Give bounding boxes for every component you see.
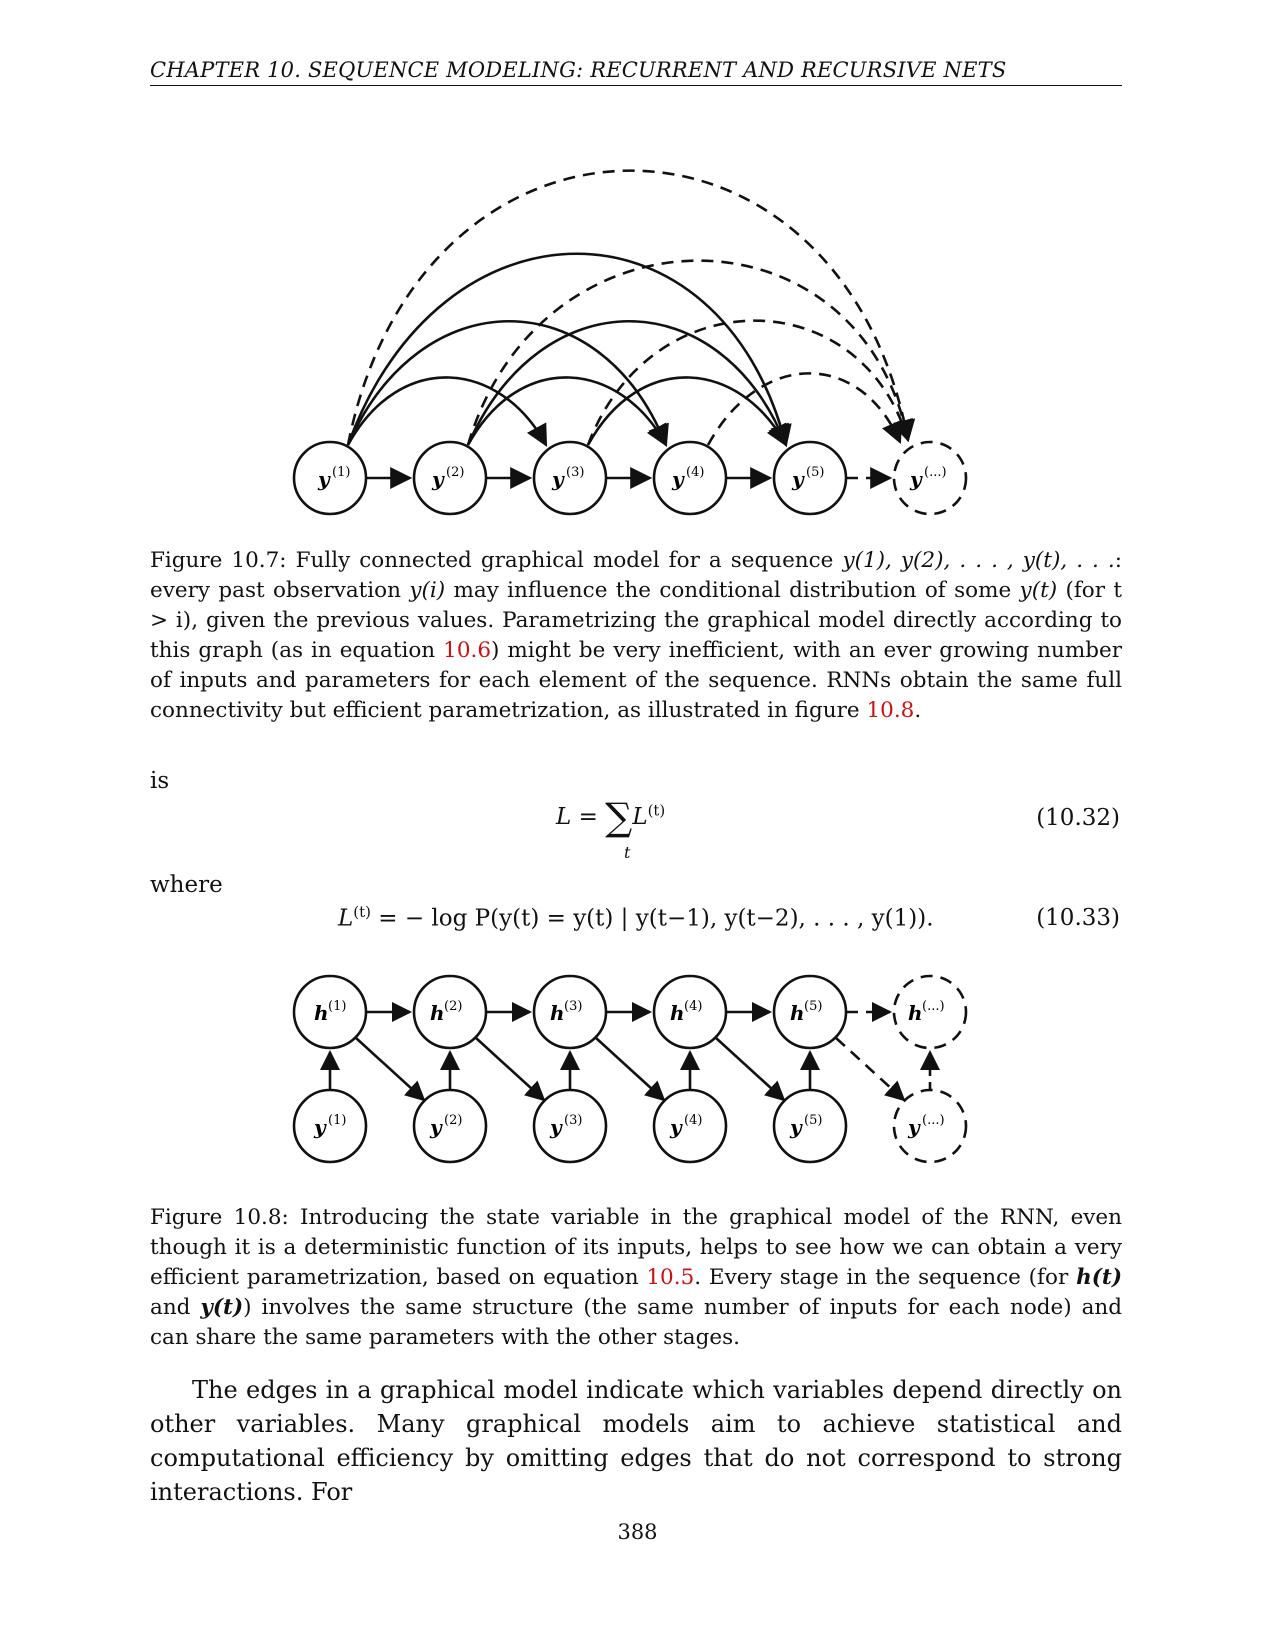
where-text: where xyxy=(150,872,223,898)
node-y1-base: y xyxy=(318,467,330,491)
eq-10-32-sup: (t) xyxy=(647,801,666,820)
node-hdots xyxy=(894,976,966,1048)
node-y5 xyxy=(774,442,846,514)
caption-10-7-seq: y(1), y(2), . . . , y(t), . . . xyxy=(842,548,1115,573)
node-y2 xyxy=(414,442,486,514)
node-h4-sup: (4) xyxy=(684,999,703,1014)
node-y1-sup: (1) xyxy=(332,465,351,480)
caption-10-8-t4: ) involves the same structure (the same number of inputs for each node) and can share the same parameters with the other stages. xyxy=(150,1295,1123,1350)
eq-ref-10-5[interactable]: 10.5 xyxy=(646,1265,695,1290)
edge-y2-ydots xyxy=(468,261,908,445)
caption-10-7-t1: Fully connected graphical model for a sequence xyxy=(286,548,843,573)
caption-10-8-t1: Introducing the state variable in the graphical model of the RNN, even though it is a deterministic function of its inputs, helps to see how we can obtain a very efficient parametrization, based on equation xyxy=(150,1205,1123,1290)
node-y4 xyxy=(654,442,726,514)
node-ydotsb-base: y xyxy=(908,1115,920,1139)
node-y2b-base: y xyxy=(430,1115,442,1139)
node-y2-sup: (2) xyxy=(446,465,465,480)
caption-10-7-yt: y(t) xyxy=(1019,578,1058,603)
node-y4-sup: (4) xyxy=(686,465,705,480)
node-hdots-sup: (...) xyxy=(922,999,945,1014)
page-number: 388 xyxy=(617,1520,658,1544)
eq-10-32-sub: t xyxy=(624,843,631,862)
edge-y3-y5 xyxy=(588,377,786,445)
node-h5 xyxy=(774,976,846,1048)
caption-10-8-label: Figure 10.8: xyxy=(150,1205,289,1230)
caption-10-8-h: h(t) xyxy=(1076,1265,1122,1290)
node-h1-base: h xyxy=(314,1001,329,1025)
is-text: is xyxy=(150,768,170,794)
caption-10-7-t4: (for t > i), given the previous values. Parametrizing the graphical model directly according to this graph (as in equation xyxy=(150,578,1123,663)
edge-h5-ydots xyxy=(836,1038,904,1100)
node-y1b xyxy=(294,1090,366,1162)
caption-10-7-t3: may influence the conditional distribution of some xyxy=(445,578,1020,603)
node-y4b-sup: (4) xyxy=(684,1113,703,1128)
node-y2-base: y xyxy=(432,467,444,491)
caption-10-8-t3: and xyxy=(150,1295,201,1320)
node-h3 xyxy=(534,976,606,1048)
node-ydotsb-sup: (...) xyxy=(922,1113,945,1128)
node-hdots-base: h xyxy=(908,1001,923,1025)
node-y1b-base: y xyxy=(314,1115,326,1139)
edge-y4-ydots xyxy=(708,373,900,445)
edge-y1-y3 xyxy=(348,377,546,445)
node-y3-base: y xyxy=(552,467,564,491)
node-y4b-base: y xyxy=(670,1115,682,1139)
eq-10-32-rhs: L xyxy=(632,804,648,830)
edge-y3-ydots xyxy=(588,321,908,445)
node-h5-base: h xyxy=(790,1001,805,1025)
node-y3-sup: (3) xyxy=(566,465,585,480)
node-h5-sup: (5) xyxy=(804,999,823,1014)
eq-10-32-number: (10.32) xyxy=(1036,805,1120,831)
node-y5b-sup: (5) xyxy=(804,1113,823,1128)
node-y5b xyxy=(774,1090,846,1162)
equation-10-33 xyxy=(338,903,934,932)
node-y1b-sup: (1) xyxy=(328,1113,347,1128)
node-h1 xyxy=(294,976,366,1048)
node-h3-base: h xyxy=(550,1001,565,1025)
node-h3-sup: (3) xyxy=(564,999,583,1014)
node-h4-base: h xyxy=(670,1001,685,1025)
figure-10-7 xyxy=(0,0,1275,520)
node-y4-base: y xyxy=(672,467,684,491)
caption-10-8-t2: . Every stage in the sequence (for xyxy=(694,1265,1077,1290)
node-ydots-sup: (...) xyxy=(924,465,947,480)
caption-10-7-t2: : every past observation xyxy=(150,548,1122,603)
node-y3b-base: y xyxy=(550,1115,562,1139)
equation-10-32 xyxy=(556,795,665,839)
node-y3 xyxy=(534,442,606,514)
node-ydots xyxy=(894,442,966,514)
node-h2 xyxy=(414,976,486,1048)
node-y2b-sup: (2) xyxy=(444,1113,463,1128)
caption-figure-10-7 xyxy=(150,546,1122,726)
running-header: CHAPTER 10. SEQUENCE MODELING: RECURRENT AND RECURSIVE NETS xyxy=(150,58,1122,86)
caption-10-7-t6: . xyxy=(914,698,922,723)
body-paragraph: The edges in a graphical model indicate which variables depend directly on other variables. Many graphical models aim to achieve statistical and computational efficiency by omitting edges that do not correspond to strong interactions. For xyxy=(150,1376,1122,1506)
node-y1 xyxy=(294,442,366,514)
edge-h3-y4 xyxy=(596,1038,664,1100)
eq-10-32-sum: ∑ xyxy=(605,795,633,839)
caption-10-7-t5: ) might be very inefficient, with an ever growing number of inputs and parameters for each element of the sequence. RNNs obtain the same full connectivity but efficient parametrization, as illustrated in figure xyxy=(150,638,1122,723)
node-h2-sup: (2) xyxy=(444,999,463,1014)
edge-y1-ydots xyxy=(348,171,908,445)
eq-10-33-lhs-sup: (t) xyxy=(353,903,371,921)
caption-figure-10-8 xyxy=(150,1203,1122,1353)
node-y4b xyxy=(654,1090,726,1162)
node-ydots-base: y xyxy=(910,467,922,491)
node-y5-sup: (5) xyxy=(806,465,825,480)
eq-10-33-number: (10.33) xyxy=(1036,905,1120,931)
fig-ref-10-8[interactable]: 10.8 xyxy=(866,698,915,723)
node-y2b xyxy=(414,1090,486,1162)
eq-10-32-lhs: L = xyxy=(556,804,606,830)
edge-h1-y2 xyxy=(356,1038,424,1100)
eq-10-33-body: = − log P(y(t) = y(t) | y(t−1), y(t−2), . . . , y(1)). xyxy=(370,905,934,932)
edge-h4-y5 xyxy=(716,1038,784,1100)
figure-10-8 xyxy=(0,970,1275,1190)
node-y3b xyxy=(534,1090,606,1162)
edge-h2-y3 xyxy=(476,1038,544,1100)
caption-10-7-yi: y(i) xyxy=(409,578,446,603)
edge-y2-y4 xyxy=(468,377,666,445)
eq-ref-10-6[interactable]: 10.6 xyxy=(443,638,492,663)
caption-10-8-y: y(t) xyxy=(200,1295,244,1320)
node-h2-base: h xyxy=(430,1001,445,1025)
eq-10-33-lhs: L xyxy=(338,905,354,932)
edge-y1-y5 xyxy=(348,254,786,445)
node-y3b-sup: (3) xyxy=(564,1113,583,1128)
node-y5-base: y xyxy=(792,467,804,491)
node-h4 xyxy=(654,976,726,1048)
caption-10-7-label: Figure 10.7: xyxy=(150,548,287,573)
node-y5b-base: y xyxy=(790,1115,802,1139)
fig-10-7-edges xyxy=(348,171,908,478)
node-h1-sup: (1) xyxy=(328,999,347,1014)
node-ydotsb xyxy=(894,1090,966,1162)
